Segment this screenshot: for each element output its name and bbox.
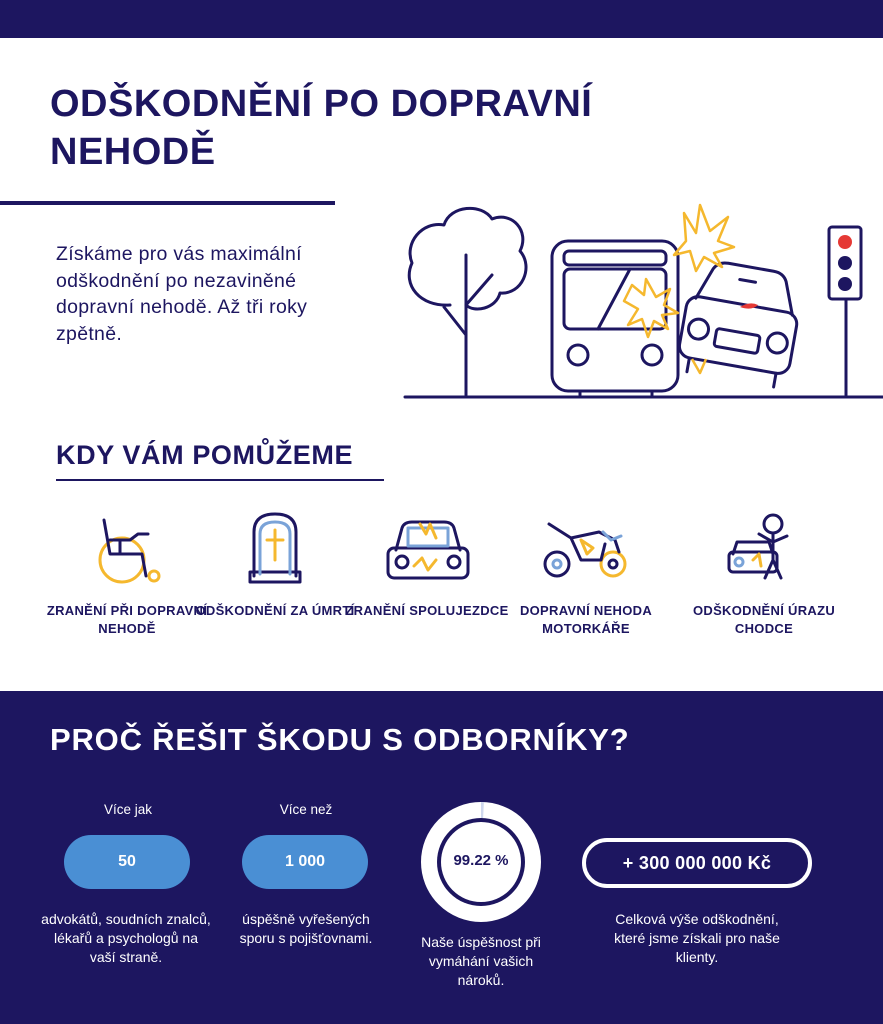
crashed-car-icon [382,510,472,590]
success-rate-value: 99.22 % [453,852,509,869]
title-divider [0,201,335,205]
wheelchair-icon [82,510,172,590]
help-item-death [190,510,360,620]
stat-value-pill: 50 [64,835,190,889]
stat-description: Naše úspěšnost při vymáhání vašich nároků. [421,934,541,988]
stat-value-pill: 1 000 [242,835,368,889]
total-compensation-badge: + 300 000 000 Kč [582,838,812,888]
intro-text: Získáme pro vás maximální odškodnění po nezaviněné dopravní nehodě. Až tři roky zpětně. [56,243,308,345]
help-item-label: ODŠKODNĚNÍ ÚRAZU CHODCE [692,603,836,636]
top-bar [0,0,883,38]
stat-description: Celková výše odškodnění, které jsme získali pro naše klienty. [614,911,780,965]
stat-caption: Více než [279,802,333,817]
stat-description: úspěšně vyřešených sporu s pojišťovnami. [239,911,373,946]
motorcycle-icon [541,510,631,590]
help-item-label: ODŠKODNĚNÍ ZA ÚMRTÍ [195,603,355,618]
help-item-label: DOPRAVNÍ NEHODA MOTORKÁŘE [519,603,653,636]
page-title: ODŠKODNĚNÍ PO DOPRAVNÍ NEHODĚ [50,83,593,173]
help-heading: KDY VÁM POMŮŽEME [56,440,354,470]
spark-icon [674,205,734,271]
bus-icon [552,241,678,395]
help-item-injury [42,510,212,638]
help-heading-underline [56,479,384,481]
tombstone-icon [230,510,320,590]
stat-description: advokátů, soudních znalců, lékařů a psychologů na vaší straně. [41,911,211,965]
help-item-label: ZRANĚNÍ PŘI DOPRAVNÍ NEHODĚ [46,603,208,636]
why-heading: PROČ ŘEŠIT ŠKODU S ODBORNÍKY? [50,722,630,757]
help-item-passenger [342,510,512,620]
car-icon [675,257,805,389]
stat-caption: Více jak [103,802,153,817]
traffic-light-icon [829,227,861,395]
help-item-motorcycle [501,510,671,638]
pedestrian-icon [719,510,809,590]
tree-icon [409,208,526,395]
accident-illustration [400,195,883,410]
help-item-label: ZRANĚNÍ SPOLUJEZDCE [345,603,509,618]
help-item-pedestrian [679,510,849,638]
